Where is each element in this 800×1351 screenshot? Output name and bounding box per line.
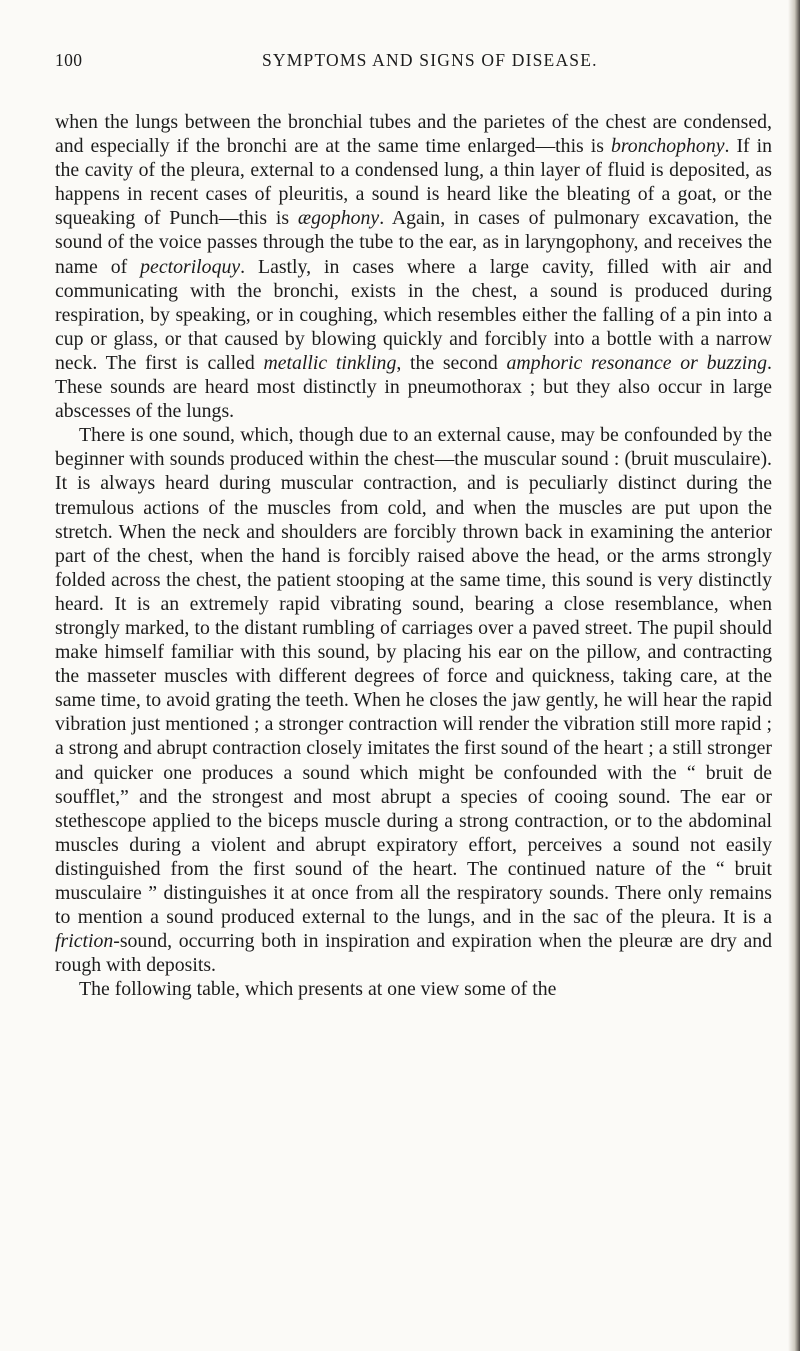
italic-term: amphoric resonance or buzzing: [506, 351, 768, 374]
text-run: There is one sound, which, though due to an external cause, may be confounded by the beginner with sounds produced within the chest—the muscular sound : (bruit musculaire). It is always heard during muscular contraction, and is peculiarly distinct during the tremulous actions of the muscles from cold, and when the muscles are put upon the stretch. When the neck and shoulders are forcibly thrown back in examining the anterior part of the chest, when the hand is forcibly raised above the head, or the arms strongly folded across the chest, the patient stooping at the same time, this sound is very distinctly heard. It is an extremely rapid vibrating sound, bearing a close resemblance, when strongly marked, to the distant rumbling of carriages over a paved street. The pupil should make himself familiar with this sound, by placing his ear on the pillow, and contracting the masseter muscles with different degrees of force and quickness, taking care, at the same time, to avoid grating the teeth. When he closes the jaw gently, he will hear the rapid vibration just mentioned ; a stronger contraction will render the vibration still more rapid ; a strong and abrupt contraction closely imitates the first sound of the heart ; a still stronger and quicker one produces a sound which might be confounded with the “ bruit de soufflet,” and the strongest and most abrupt a species of cooing sound. The ear or stethescope applied to the biceps muscle during a strong contraction, or to the abdominal muscles during a violent and abrupt expiratory effort, perceives a sound not easily distinguished from the first sound of the heart. The continued nature of the “ bruit musculaire ” distinguishes it at once from all the respiratory sounds. There only remains to mention a sound produced external to the lungs, and in the sac of the pleura. It is a: [55, 424, 772, 929]
text-run: . If in the cavity of the pleura, external to a condensed lung, a thin layer of fluid is deposited, as happens in recent cases of pleuritis, a sound is heard like the bleating of a goat, or the squeaking of Punch—this is: [55, 135, 772, 230]
text-run: . Lastly, in cases where a large cavity, filled with air and communicating with the bronchi, exists in the chest, a sound is produced during respiration, by speaking, or in coughing, which resembles either the falling of a pin into a cup or glass, or that caused by blowing quickly and forcibly into a bottle with a narrow neck. The first is called: [55, 255, 772, 374]
text-run: . These sounds are heard most distinctly in pneumothorax ; but they also occur in large abscesses of the lungs.: [55, 351, 772, 423]
text-run: , the second: [396, 351, 507, 374]
italic-term: pectoriloquy: [140, 255, 241, 278]
italic-term: bronchophony: [610, 135, 725, 158]
page-header: [55, 50, 775, 74]
running-head: SYMPTOMS AND SIGNS OF DISEASE.: [262, 50, 598, 70]
text-run: when the lungs between the bronchial tubes and the parietes of the chest are condensed, and especially if the bronchi are at the same time enlarged—this is: [55, 111, 772, 158]
italic-term: metallic tinkling: [263, 351, 397, 374]
italic-term: friction: [55, 930, 114, 953]
page-number: 100: [55, 50, 83, 70]
paragraph: [55, 423, 772, 977]
text-run: The following table, which presents at one view some of the: [79, 978, 557, 1001]
page-edge-shadow: [788, 0, 800, 1351]
paragraph: [55, 977, 772, 1001]
body-text: [55, 110, 772, 1325]
italic-term: ægophony: [297, 207, 380, 230]
text-run: -sound, occurring both in inspiration and expiration when the pleuræ are dry and rough with deposits.: [55, 930, 772, 977]
paragraph: [55, 110, 772, 423]
text-run: . Again, in cases of pulmonary excavation, the sound of the voice passes through the tube to the ear, as in laryngophony, and receives the name of: [55, 207, 772, 278]
